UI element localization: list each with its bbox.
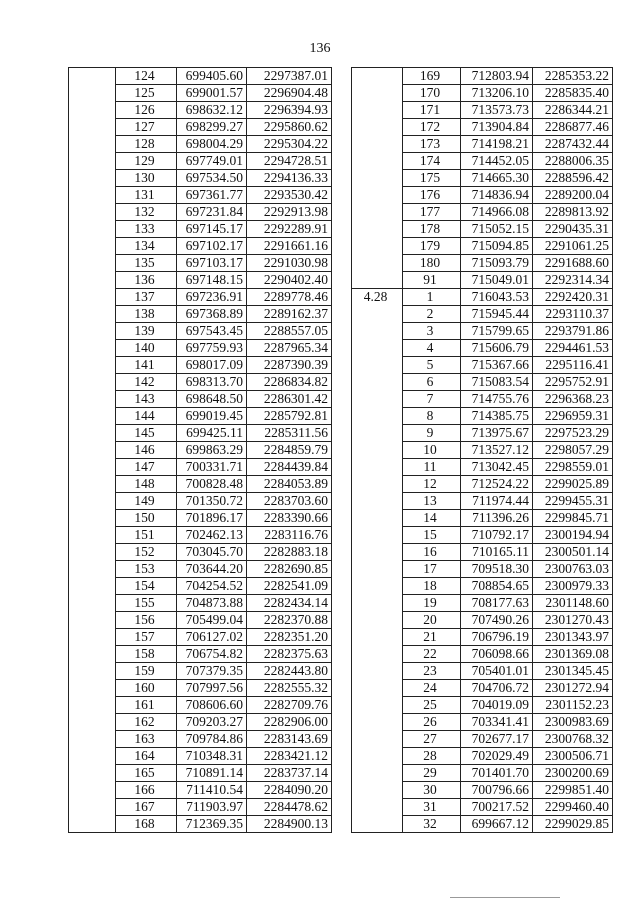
y-coordinate-cell: 2296959.31 xyxy=(533,408,613,425)
x-coordinate-cell: 711396.26 xyxy=(461,510,533,527)
x-coordinate-cell: 709518.30 xyxy=(461,561,533,578)
point-number-cell: 147 xyxy=(116,459,177,476)
x-coordinate-cell: 715799.65 xyxy=(461,323,533,340)
point-number-cell: 11 xyxy=(403,459,461,476)
x-coordinate-cell: 713527.12 xyxy=(461,442,533,459)
x-coordinate-cell: 697148.15 xyxy=(177,272,247,289)
point-number-cell: 153 xyxy=(116,561,177,578)
x-coordinate-cell: 713573.73 xyxy=(461,102,533,119)
page-number: 136 xyxy=(309,41,331,56)
y-coordinate-cell: 2293791.86 xyxy=(533,323,613,340)
coordinate-table-left xyxy=(68,67,332,833)
y-coordinate-cell: 2284900.13 xyxy=(247,816,332,833)
y-coordinate-cell: 2282370.88 xyxy=(247,612,332,629)
x-coordinate-cell: 707379.35 xyxy=(177,663,247,680)
x-coordinate-cell: 712803.94 xyxy=(461,68,533,85)
point-number-cell: 130 xyxy=(116,170,177,187)
x-coordinate-cell: 697236.91 xyxy=(177,289,247,306)
point-number-cell: 150 xyxy=(116,510,177,527)
point-number-cell: 22 xyxy=(403,646,461,663)
y-coordinate-cell: 2282351.20 xyxy=(247,629,332,646)
point-number-cell: 136 xyxy=(116,272,177,289)
x-coordinate-cell: 712369.35 xyxy=(177,816,247,833)
x-coordinate-cell: 710348.31 xyxy=(177,748,247,765)
y-coordinate-cell: 2283703.60 xyxy=(247,493,332,510)
point-number-cell: 26 xyxy=(403,714,461,731)
x-coordinate-cell: 714966.08 xyxy=(461,204,533,221)
table-row xyxy=(69,68,332,85)
table-row xyxy=(352,68,613,85)
y-coordinate-cell: 2290435.31 xyxy=(533,221,613,238)
y-coordinate-cell: 2282690.85 xyxy=(247,561,332,578)
y-coordinate-cell: 2285792.81 xyxy=(247,408,332,425)
x-coordinate-cell: 697102.17 xyxy=(177,238,247,255)
x-coordinate-cell: 703341.41 xyxy=(461,714,533,731)
x-coordinate-cell: 714452.05 xyxy=(461,153,533,170)
y-coordinate-cell: 2285311.56 xyxy=(247,425,332,442)
y-coordinate-cell: 2287390.39 xyxy=(247,357,332,374)
point-number-cell: 132 xyxy=(116,204,177,221)
y-coordinate-cell: 2299029.85 xyxy=(533,816,613,833)
y-coordinate-cell: 2301270.43 xyxy=(533,612,613,629)
group-cell xyxy=(352,68,403,289)
point-number-cell: 32 xyxy=(403,816,461,833)
point-number-cell: 126 xyxy=(116,102,177,119)
x-coordinate-cell: 700217.52 xyxy=(461,799,533,816)
point-number-cell: 167 xyxy=(116,799,177,816)
y-coordinate-cell: 2295116.41 xyxy=(533,357,613,374)
point-number-cell: 25 xyxy=(403,697,461,714)
point-number-cell: 151 xyxy=(116,527,177,544)
x-coordinate-cell: 715367.66 xyxy=(461,357,533,374)
point-number-cell: 28 xyxy=(403,748,461,765)
y-coordinate-cell: 2299845.71 xyxy=(533,510,613,527)
x-coordinate-cell: 704873.88 xyxy=(177,595,247,612)
y-coordinate-cell: 2298057.29 xyxy=(533,442,613,459)
x-coordinate-cell: 713206.10 xyxy=(461,85,533,102)
point-number-cell: 17 xyxy=(403,561,461,578)
y-coordinate-cell: 2284053.89 xyxy=(247,476,332,493)
scan-artifact-line xyxy=(450,897,560,898)
point-number-cell: 10 xyxy=(403,442,461,459)
point-number-cell: 154 xyxy=(116,578,177,595)
y-coordinate-cell: 2291030.98 xyxy=(247,255,332,272)
point-number-cell: 161 xyxy=(116,697,177,714)
x-coordinate-cell: 700828.48 xyxy=(177,476,247,493)
x-coordinate-cell: 708854.65 xyxy=(461,578,533,595)
y-coordinate-cell: 2286877.46 xyxy=(533,119,613,136)
y-coordinate-cell: 2290402.40 xyxy=(247,272,332,289)
point-number-cell: 20 xyxy=(403,612,461,629)
point-number-cell: 149 xyxy=(116,493,177,510)
x-coordinate-cell: 708177.63 xyxy=(461,595,533,612)
y-coordinate-cell: 2299460.40 xyxy=(533,799,613,816)
x-coordinate-cell: 710792.17 xyxy=(461,527,533,544)
y-coordinate-cell: 2299455.31 xyxy=(533,493,613,510)
point-number-cell: 165 xyxy=(116,765,177,782)
point-number-cell: 166 xyxy=(116,782,177,799)
y-coordinate-cell: 2291688.60 xyxy=(533,255,613,272)
x-coordinate-cell: 697361.77 xyxy=(177,187,247,204)
x-coordinate-cell: 713975.67 xyxy=(461,425,533,442)
y-coordinate-cell: 2297387.01 xyxy=(247,68,332,85)
y-coordinate-cell: 2284439.84 xyxy=(247,459,332,476)
x-coordinate-cell: 709784.86 xyxy=(177,731,247,748)
x-coordinate-cell: 703045.70 xyxy=(177,544,247,561)
y-coordinate-cell: 2288596.42 xyxy=(533,170,613,187)
x-coordinate-cell: 698632.12 xyxy=(177,102,247,119)
point-number-cell: 141 xyxy=(116,357,177,374)
point-number-cell: 13 xyxy=(403,493,461,510)
y-coordinate-cell: 2293110.37 xyxy=(533,306,613,323)
point-number-cell: 125 xyxy=(116,85,177,102)
x-coordinate-cell: 700331.71 xyxy=(177,459,247,476)
point-number-cell: 137 xyxy=(116,289,177,306)
y-coordinate-cell: 2283737.14 xyxy=(247,765,332,782)
y-coordinate-cell: 2291061.25 xyxy=(533,238,613,255)
y-coordinate-cell: 2296368.23 xyxy=(533,391,613,408)
y-coordinate-cell: 2289200.04 xyxy=(533,187,613,204)
x-coordinate-cell: 714755.76 xyxy=(461,391,533,408)
x-coordinate-cell: 715094.85 xyxy=(461,238,533,255)
x-coordinate-cell: 697145.17 xyxy=(177,221,247,238)
point-number-cell: 172 xyxy=(403,119,461,136)
table-row xyxy=(352,289,613,306)
y-coordinate-cell: 2300506.71 xyxy=(533,748,613,765)
y-coordinate-cell: 2282375.63 xyxy=(247,646,332,663)
point-number-cell: 18 xyxy=(403,578,461,595)
x-coordinate-cell: 701896.17 xyxy=(177,510,247,527)
y-coordinate-cell: 2298559.01 xyxy=(533,459,613,476)
y-coordinate-cell: 2294136.33 xyxy=(247,170,332,187)
x-coordinate-cell: 715049.01 xyxy=(461,272,533,289)
x-coordinate-cell: 698313.70 xyxy=(177,374,247,391)
point-number-cell: 29 xyxy=(403,765,461,782)
x-coordinate-cell: 714198.21 xyxy=(461,136,533,153)
x-coordinate-cell: 710165.11 xyxy=(461,544,533,561)
x-coordinate-cell: 709203.27 xyxy=(177,714,247,731)
y-coordinate-cell: 2289813.92 xyxy=(533,204,613,221)
y-coordinate-cell: 2295860.62 xyxy=(247,119,332,136)
point-number-cell: 168 xyxy=(116,816,177,833)
y-coordinate-cell: 2282709.76 xyxy=(247,697,332,714)
y-coordinate-cell: 2283421.12 xyxy=(247,748,332,765)
point-number-cell: 135 xyxy=(116,255,177,272)
point-number-cell: 174 xyxy=(403,153,461,170)
point-number-cell: 180 xyxy=(403,255,461,272)
point-number-cell: 31 xyxy=(403,799,461,816)
x-coordinate-cell: 697749.01 xyxy=(177,153,247,170)
y-coordinate-cell: 2282434.14 xyxy=(247,595,332,612)
y-coordinate-cell: 2300200.69 xyxy=(533,765,613,782)
point-number-cell: 19 xyxy=(403,595,461,612)
point-number-cell: 142 xyxy=(116,374,177,391)
x-coordinate-cell: 702462.13 xyxy=(177,527,247,544)
point-number-cell: 158 xyxy=(116,646,177,663)
y-coordinate-cell: 2285835.40 xyxy=(533,85,613,102)
point-number-cell: 23 xyxy=(403,663,461,680)
point-number-cell: 131 xyxy=(116,187,177,204)
y-coordinate-cell: 2300194.94 xyxy=(533,527,613,544)
x-coordinate-cell: 697543.45 xyxy=(177,323,247,340)
point-number-cell: 30 xyxy=(403,782,461,799)
x-coordinate-cell: 697103.17 xyxy=(177,255,247,272)
y-coordinate-cell: 2282443.80 xyxy=(247,663,332,680)
y-coordinate-cell: 2295304.22 xyxy=(247,136,332,153)
y-coordinate-cell: 2284090.20 xyxy=(247,782,332,799)
point-number-cell: 159 xyxy=(116,663,177,680)
y-coordinate-cell: 2299851.40 xyxy=(533,782,613,799)
group-cell: 4.28 xyxy=(352,289,403,833)
point-number-cell: 1 xyxy=(403,289,461,306)
x-coordinate-cell: 713042.45 xyxy=(461,459,533,476)
y-coordinate-cell: 2300979.33 xyxy=(533,578,613,595)
x-coordinate-cell: 715083.54 xyxy=(461,374,533,391)
y-coordinate-cell: 2301369.08 xyxy=(533,646,613,663)
point-number-cell: 155 xyxy=(116,595,177,612)
x-coordinate-cell: 715606.79 xyxy=(461,340,533,357)
y-coordinate-cell: 2296394.93 xyxy=(247,102,332,119)
point-number-cell: 91 xyxy=(403,272,461,289)
x-coordinate-cell: 699425.11 xyxy=(177,425,247,442)
y-coordinate-cell: 2300983.69 xyxy=(533,714,613,731)
x-coordinate-cell: 714836.94 xyxy=(461,187,533,204)
y-coordinate-cell: 2286834.82 xyxy=(247,374,332,391)
y-coordinate-cell: 2287965.34 xyxy=(247,340,332,357)
y-coordinate-cell: 2289162.37 xyxy=(247,306,332,323)
x-coordinate-cell: 701350.72 xyxy=(177,493,247,510)
y-coordinate-cell: 2295752.91 xyxy=(533,374,613,391)
y-coordinate-cell: 2282541.09 xyxy=(247,578,332,595)
y-coordinate-cell: 2289778.46 xyxy=(247,289,332,306)
point-number-cell: 8 xyxy=(403,408,461,425)
point-number-cell: 173 xyxy=(403,136,461,153)
x-coordinate-cell: 707997.56 xyxy=(177,680,247,697)
point-number-cell: 169 xyxy=(403,68,461,85)
x-coordinate-cell: 705499.04 xyxy=(177,612,247,629)
point-number-cell: 5 xyxy=(403,357,461,374)
point-number-cell: 152 xyxy=(116,544,177,561)
y-coordinate-cell: 2296904.48 xyxy=(247,85,332,102)
point-number-cell: 128 xyxy=(116,136,177,153)
point-number-cell: 146 xyxy=(116,442,177,459)
point-number-cell: 163 xyxy=(116,731,177,748)
point-number-cell: 148 xyxy=(116,476,177,493)
y-coordinate-cell: 2282883.18 xyxy=(247,544,332,561)
x-coordinate-cell: 700796.66 xyxy=(461,782,533,799)
y-coordinate-cell: 2291661.16 xyxy=(247,238,332,255)
y-coordinate-cell: 2287432.44 xyxy=(533,136,613,153)
x-coordinate-cell: 711974.44 xyxy=(461,493,533,510)
x-coordinate-cell: 697534.50 xyxy=(177,170,247,187)
x-coordinate-cell: 699019.45 xyxy=(177,408,247,425)
y-coordinate-cell: 2301148.60 xyxy=(533,595,613,612)
point-number-cell: 157 xyxy=(116,629,177,646)
y-coordinate-cell: 2300501.14 xyxy=(533,544,613,561)
point-number-cell: 160 xyxy=(116,680,177,697)
point-number-cell: 177 xyxy=(403,204,461,221)
y-coordinate-cell: 2283143.69 xyxy=(247,731,332,748)
x-coordinate-cell: 698004.29 xyxy=(177,136,247,153)
point-number-cell: 178 xyxy=(403,221,461,238)
y-coordinate-cell: 2288557.05 xyxy=(247,323,332,340)
x-coordinate-cell: 703644.20 xyxy=(177,561,247,578)
y-coordinate-cell: 2285353.22 xyxy=(533,68,613,85)
x-coordinate-cell: 713904.84 xyxy=(461,119,533,136)
point-number-cell: 12 xyxy=(403,476,461,493)
point-number-cell: 21 xyxy=(403,629,461,646)
point-number-cell: 162 xyxy=(116,714,177,731)
point-number-cell: 2 xyxy=(403,306,461,323)
point-number-cell: 6 xyxy=(403,374,461,391)
y-coordinate-cell: 2292289.91 xyxy=(247,221,332,238)
y-coordinate-cell: 2301345.45 xyxy=(533,663,613,680)
x-coordinate-cell: 698648.50 xyxy=(177,391,247,408)
x-coordinate-cell: 699405.60 xyxy=(177,68,247,85)
x-coordinate-cell: 708606.60 xyxy=(177,697,247,714)
y-coordinate-cell: 2282555.32 xyxy=(247,680,332,697)
point-number-cell: 134 xyxy=(116,238,177,255)
point-number-cell: 124 xyxy=(116,68,177,85)
y-coordinate-cell: 2292314.34 xyxy=(533,272,613,289)
y-coordinate-cell: 2282906.00 xyxy=(247,714,332,731)
x-coordinate-cell: 701401.70 xyxy=(461,765,533,782)
y-coordinate-cell: 2297523.29 xyxy=(533,425,613,442)
x-coordinate-cell: 702677.17 xyxy=(461,731,533,748)
point-number-cell: 145 xyxy=(116,425,177,442)
x-coordinate-cell: 698017.09 xyxy=(177,357,247,374)
point-number-cell: 138 xyxy=(116,306,177,323)
point-number-cell: 143 xyxy=(116,391,177,408)
y-coordinate-cell: 2292913.98 xyxy=(247,204,332,221)
point-number-cell: 4 xyxy=(403,340,461,357)
x-coordinate-cell: 710891.14 xyxy=(177,765,247,782)
x-coordinate-cell: 706754.82 xyxy=(177,646,247,663)
y-coordinate-cell: 2293530.42 xyxy=(247,187,332,204)
x-coordinate-cell: 716043.53 xyxy=(461,289,533,306)
group-cell xyxy=(69,68,116,833)
x-coordinate-cell: 714665.30 xyxy=(461,170,533,187)
coordinate-table-right xyxy=(351,67,613,833)
x-coordinate-cell: 699863.29 xyxy=(177,442,247,459)
y-coordinate-cell: 2286344.21 xyxy=(533,102,613,119)
y-coordinate-cell: 2301152.23 xyxy=(533,697,613,714)
x-coordinate-cell: 715945.44 xyxy=(461,306,533,323)
point-number-cell: 3 xyxy=(403,323,461,340)
x-coordinate-cell: 697368.89 xyxy=(177,306,247,323)
y-coordinate-cell: 2283390.66 xyxy=(247,510,332,527)
x-coordinate-cell: 704019.09 xyxy=(461,697,533,714)
x-coordinate-cell: 715093.79 xyxy=(461,255,533,272)
point-number-cell: 24 xyxy=(403,680,461,697)
y-coordinate-cell: 2301272.94 xyxy=(533,680,613,697)
x-coordinate-cell: 704254.52 xyxy=(177,578,247,595)
point-number-cell: 144 xyxy=(116,408,177,425)
x-coordinate-cell: 704706.72 xyxy=(461,680,533,697)
point-number-cell: 27 xyxy=(403,731,461,748)
y-coordinate-cell: 2292420.31 xyxy=(533,289,613,306)
point-number-cell: 171 xyxy=(403,102,461,119)
x-coordinate-cell: 712524.22 xyxy=(461,476,533,493)
point-number-cell: 170 xyxy=(403,85,461,102)
point-number-cell: 179 xyxy=(403,238,461,255)
x-coordinate-cell: 699667.12 xyxy=(461,816,533,833)
point-number-cell: 176 xyxy=(403,187,461,204)
point-number-cell: 15 xyxy=(403,527,461,544)
x-coordinate-cell: 706127.02 xyxy=(177,629,247,646)
point-number-cell: 129 xyxy=(116,153,177,170)
x-coordinate-cell: 706796.19 xyxy=(461,629,533,646)
y-coordinate-cell: 2284859.79 xyxy=(247,442,332,459)
y-coordinate-cell: 2294728.51 xyxy=(247,153,332,170)
x-coordinate-cell: 705401.01 xyxy=(461,663,533,680)
y-coordinate-cell: 2286301.42 xyxy=(247,391,332,408)
point-number-cell: 14 xyxy=(403,510,461,527)
y-coordinate-cell: 2300768.32 xyxy=(533,731,613,748)
point-number-cell: 164 xyxy=(116,748,177,765)
point-number-cell: 175 xyxy=(403,170,461,187)
x-coordinate-cell: 697759.93 xyxy=(177,340,247,357)
y-coordinate-cell: 2299025.89 xyxy=(533,476,613,493)
y-coordinate-cell: 2283116.76 xyxy=(247,527,332,544)
point-number-cell: 7 xyxy=(403,391,461,408)
x-coordinate-cell: 697231.84 xyxy=(177,204,247,221)
x-coordinate-cell: 698299.27 xyxy=(177,119,247,136)
x-coordinate-cell: 707490.26 xyxy=(461,612,533,629)
x-coordinate-cell: 711903.97 xyxy=(177,799,247,816)
point-number-cell: 140 xyxy=(116,340,177,357)
point-number-cell: 16 xyxy=(403,544,461,561)
x-coordinate-cell: 706098.66 xyxy=(461,646,533,663)
point-number-cell: 133 xyxy=(116,221,177,238)
y-coordinate-cell: 2284478.62 xyxy=(247,799,332,816)
x-coordinate-cell: 715052.15 xyxy=(461,221,533,238)
y-coordinate-cell: 2301343.97 xyxy=(533,629,613,646)
x-coordinate-cell: 699001.57 xyxy=(177,85,247,102)
y-coordinate-cell: 2294461.53 xyxy=(533,340,613,357)
y-coordinate-cell: 2288006.35 xyxy=(533,153,613,170)
x-coordinate-cell: 714385.75 xyxy=(461,408,533,425)
point-number-cell: 9 xyxy=(403,425,461,442)
point-number-cell: 127 xyxy=(116,119,177,136)
point-number-cell: 156 xyxy=(116,612,177,629)
y-coordinate-cell: 2300763.03 xyxy=(533,561,613,578)
x-coordinate-cell: 711410.54 xyxy=(177,782,247,799)
point-number-cell: 139 xyxy=(116,323,177,340)
x-coordinate-cell: 702029.49 xyxy=(461,748,533,765)
